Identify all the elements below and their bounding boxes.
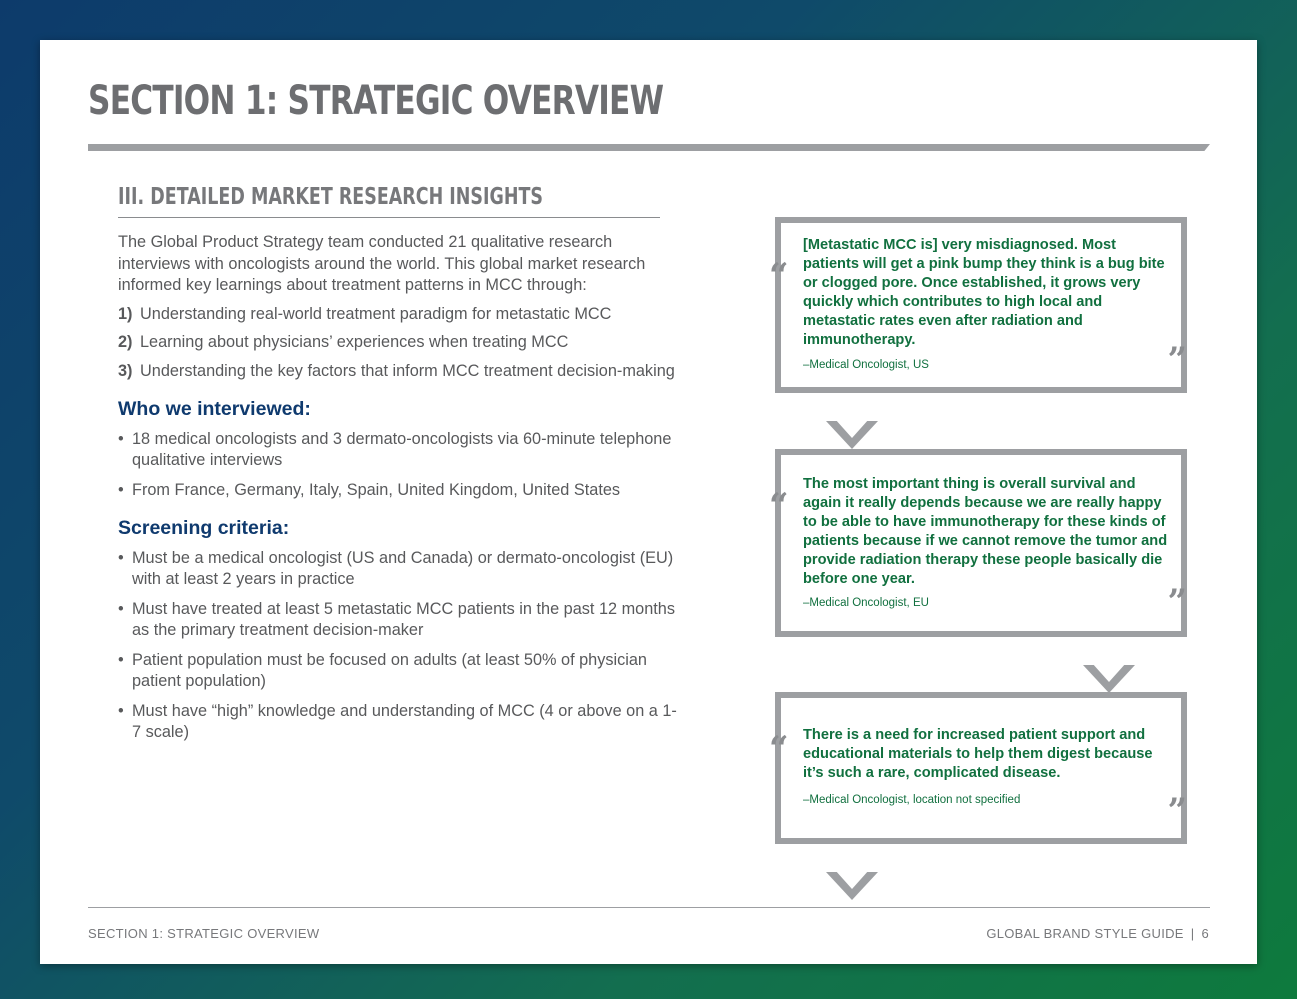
bullet-icon: •: [118, 650, 124, 669]
list-number: 1): [118, 304, 133, 323]
list-item: [118, 304, 678, 326]
list-number: 3): [118, 361, 133, 380]
list-item: [118, 361, 678, 383]
close-quote-icon: ”: [1167, 791, 1187, 831]
close-quote-icon: ”: [1167, 340, 1187, 380]
quote-callout-2: [769, 449, 1187, 637]
quote-callout-3: [769, 692, 1187, 844]
research-content: [118, 232, 678, 752]
screening-heading: Screening criteria:: [118, 517, 290, 539]
interviewed-list: [118, 429, 678, 502]
screening-list: [118, 548, 678, 744]
list-text: Understanding the key factors that inform MCC treatment decision-making: [140, 361, 675, 380]
list-item: [118, 429, 678, 472]
interviewed-heading: Who we interviewed:: [118, 398, 311, 420]
document-page: [40, 40, 1257, 964]
list-item: [118, 548, 678, 591]
close-quote-icon: ”: [1167, 582, 1187, 622]
list-text: 18 medical oncologists and 3 dermato-oncologists via 60-minute telephone qualitative interviews: [132, 429, 672, 469]
bullet-icon: •: [118, 701, 124, 720]
list-item: [118, 701, 678, 744]
quote-attribution: –Medical Oncologist, US: [803, 359, 929, 371]
footer-divider: [88, 907, 1210, 908]
section-subtitle: III. DETAILED MARKET RESEARCH INSIGHTS: [118, 184, 544, 210]
page-number: 6: [1201, 926, 1209, 941]
quote-attribution: –Medical Oncologist, EU: [803, 597, 929, 609]
footer-guide-label: [986, 926, 1209, 941]
bullet-icon: •: [118, 480, 124, 499]
quote-text: There is a need for increased patient support and educational materials to help them digest because it’s such a rare, complicated disease.: [803, 727, 1153, 781]
list-text: From France, Germany, Italy, Spain, United Kingdom, United States: [132, 480, 621, 499]
list-text: Learning about physicians’ experiences when treating MCC: [140, 333, 569, 351]
subtitle-divider: [118, 217, 660, 218]
list-text: Must have “high” knowledge and understanding of MCC (4 or above on a 1-7 scale): [132, 701, 677, 741]
open-quote-icon: “: [769, 256, 789, 296]
quote-attribution: –Medical Oncologist, location not specified: [803, 794, 1021, 806]
list-text: Patient population must be focused on adults (at least 50% of physician patient population): [132, 650, 647, 690]
footer-separator: |: [1190, 926, 1195, 941]
footer-guide-title: GLOBAL BRAND STYLE GUIDE: [986, 926, 1184, 941]
bullet-icon: •: [118, 548, 124, 567]
learnings-list: [118, 304, 678, 383]
page-title: SECTION 1: STRATEGIC OVERVIEW: [88, 78, 664, 124]
list-text: Must be a medical oncologist (US and Canada) or dermato-oncologist (EU) with at least 2 years in practice: [132, 548, 674, 588]
footer-section-label: SECTION 1: STRATEGIC OVERVIEW: [88, 926, 320, 941]
quote-callout-1: [769, 217, 1187, 393]
open-quote-icon: “: [769, 486, 789, 526]
list-item: [118, 332, 678, 354]
bullet-icon: •: [118, 429, 124, 448]
list-text: Understanding real-world treatment paradigm for metastatic MCC: [140, 304, 612, 323]
list-number: 2): [118, 333, 133, 351]
intro-paragraph: The Global Product Strategy team conducted 21 qualitative research interviews with oncologists around the world. This global market research informed key learnings about treatment patterns in MCC through:: [118, 233, 646, 294]
list-text: Must have treated at least 5 metastatic MCC patients in the past 12 months as the primary treatment decision-maker: [132, 599, 675, 639]
quote-text: The most important thing is overall survival and again it really depends because we are really happy to be able to have immunotherapy for these kinds of patients because if we cannot remove the tumor and provide radiation therapy these people basically die before one year.: [803, 476, 1168, 587]
list-item: [118, 599, 678, 642]
bullet-icon: •: [118, 599, 124, 618]
title-divider: [88, 144, 1210, 151]
list-item: [118, 650, 678, 693]
open-quote-icon: “: [769, 729, 789, 769]
quote-text: [Metastatic MCC is] very misdiagnosed. Most patients will get a pink bump they think is a bug bite or clogged pore. Once established, it grows very quickly which contributes to high local and metastatic rates even after radiation and immunotherapy.: [803, 237, 1165, 348]
list-item: [118, 480, 678, 502]
